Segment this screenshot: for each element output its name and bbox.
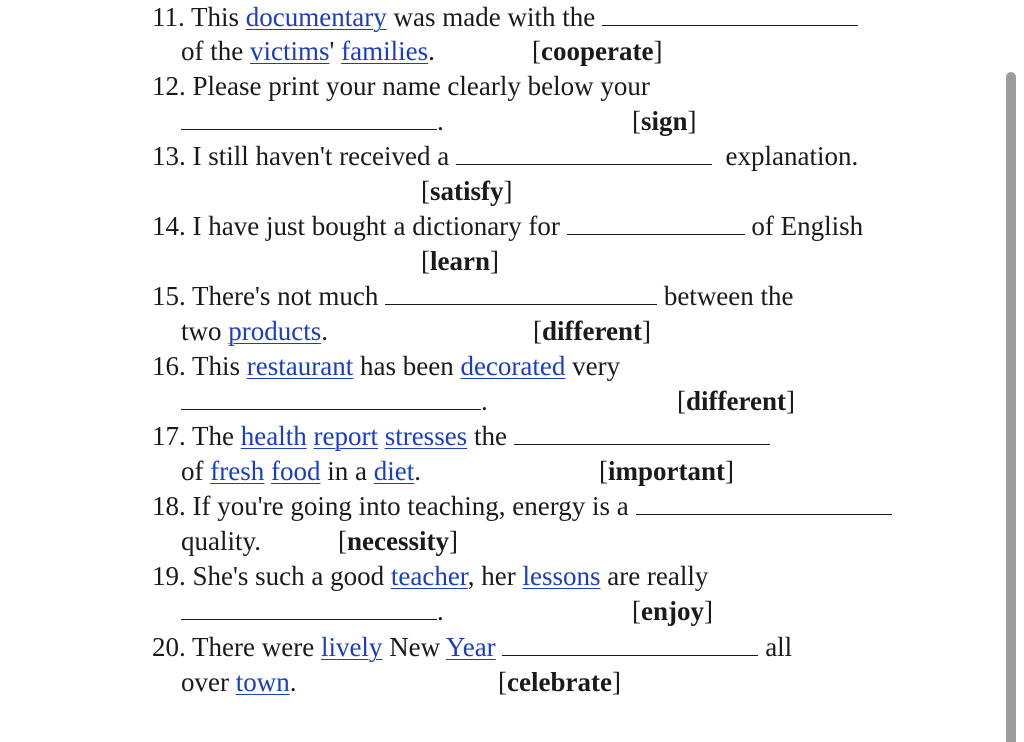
exercise-line: . bbox=[181, 384, 488, 418]
exercise-line: 20. There were lively New Year all bbox=[152, 632, 793, 662]
word-link[interactable]: lessons bbox=[522, 561, 601, 591]
item-number: 20. bbox=[152, 632, 186, 662]
item-number: 18. bbox=[152, 491, 186, 521]
word-link[interactable]: food bbox=[270, 456, 321, 486]
word-link[interactable]: products bbox=[228, 316, 322, 346]
answer-blank bbox=[456, 140, 712, 165]
item-number: 19. bbox=[152, 561, 186, 591]
answer-blank bbox=[602, 1, 858, 26]
word-link[interactable]: lively bbox=[320, 632, 383, 662]
word-link[interactable]: restaurant bbox=[246, 351, 354, 381]
exercise-line: 12. Please print your name clearly below your bbox=[152, 71, 650, 101]
item-number: 17. bbox=[152, 421, 186, 451]
exercise-line: of the victims' families. bbox=[181, 36, 435, 66]
answer-blank bbox=[636, 490, 892, 515]
answer-blank bbox=[385, 280, 657, 305]
exercise-line: . bbox=[181, 104, 444, 138]
exercise-line: 18. If you're going into teaching, energy is a bbox=[152, 489, 892, 523]
word-link[interactable]: stresses bbox=[384, 421, 468, 451]
word-link[interactable]: town bbox=[235, 667, 290, 697]
exercise-line: quality. bbox=[181, 526, 261, 556]
word-link[interactable]: victims bbox=[249, 36, 330, 66]
answer-blank bbox=[181, 105, 437, 130]
exercise-line: 15. There's not much between the bbox=[152, 281, 794, 311]
word-link[interactable]: Year bbox=[445, 632, 496, 662]
word-hint: [different] bbox=[533, 316, 651, 346]
word-hint: [enjoy] bbox=[632, 596, 713, 626]
exercise-line: over town. bbox=[181, 667, 297, 697]
word-link[interactable]: decorated bbox=[460, 351, 566, 381]
answer-blank bbox=[502, 631, 758, 656]
word-link[interactable]: report bbox=[313, 421, 378, 451]
exercise-line: 19. She's such a good teacher, her lessons are really bbox=[152, 561, 709, 591]
exercise-line: . bbox=[181, 594, 444, 628]
word-link[interactable]: fresh bbox=[210, 456, 265, 486]
vertical-scrollbar[interactable] bbox=[1006, 72, 1016, 742]
item-number: 14. bbox=[152, 211, 186, 241]
exercise-line: 13. I still haven't received a explanation. bbox=[152, 141, 859, 171]
word-hint: [learn] bbox=[421, 246, 499, 276]
word-link[interactable]: diet bbox=[373, 456, 415, 486]
word-hint: [cooperate] bbox=[532, 36, 663, 66]
word-hint: [different] bbox=[677, 386, 795, 416]
answer-blank bbox=[514, 420, 770, 445]
answer-blank bbox=[567, 210, 745, 235]
word-link[interactable]: teacher bbox=[390, 561, 468, 591]
item-number: 13. bbox=[152, 141, 186, 171]
exercise-line: of fresh food in a diet. bbox=[181, 456, 421, 486]
answer-blank bbox=[181, 385, 481, 410]
exercise-line: 17. The health report stresses the bbox=[152, 419, 770, 453]
item-number: 11. bbox=[152, 2, 185, 32]
word-hint: [necessity] bbox=[338, 526, 458, 556]
exercise-line: 16. This restaurant has been decorated very bbox=[152, 351, 621, 381]
item-number: 16. bbox=[152, 351, 186, 381]
word-hint: [sign] bbox=[632, 106, 697, 136]
word-hint: [satisfy] bbox=[421, 176, 513, 206]
word-hint: [important] bbox=[599, 456, 734, 486]
word-hint: [celebrate] bbox=[498, 667, 621, 697]
word-link[interactable]: documentary bbox=[245, 2, 387, 32]
answer-blank bbox=[181, 595, 437, 620]
item-number: 12. bbox=[152, 71, 186, 101]
word-link[interactable]: health bbox=[240, 421, 307, 451]
exercise-line: 11. This documentary was made with the bbox=[152, 0, 858, 34]
word-link[interactable]: families bbox=[341, 36, 429, 66]
exercise-line: 14. I have just bought a dictionary for of English bbox=[152, 211, 864, 241]
item-number: 15. bbox=[152, 281, 186, 311]
exercise-line: two products. bbox=[181, 316, 328, 346]
